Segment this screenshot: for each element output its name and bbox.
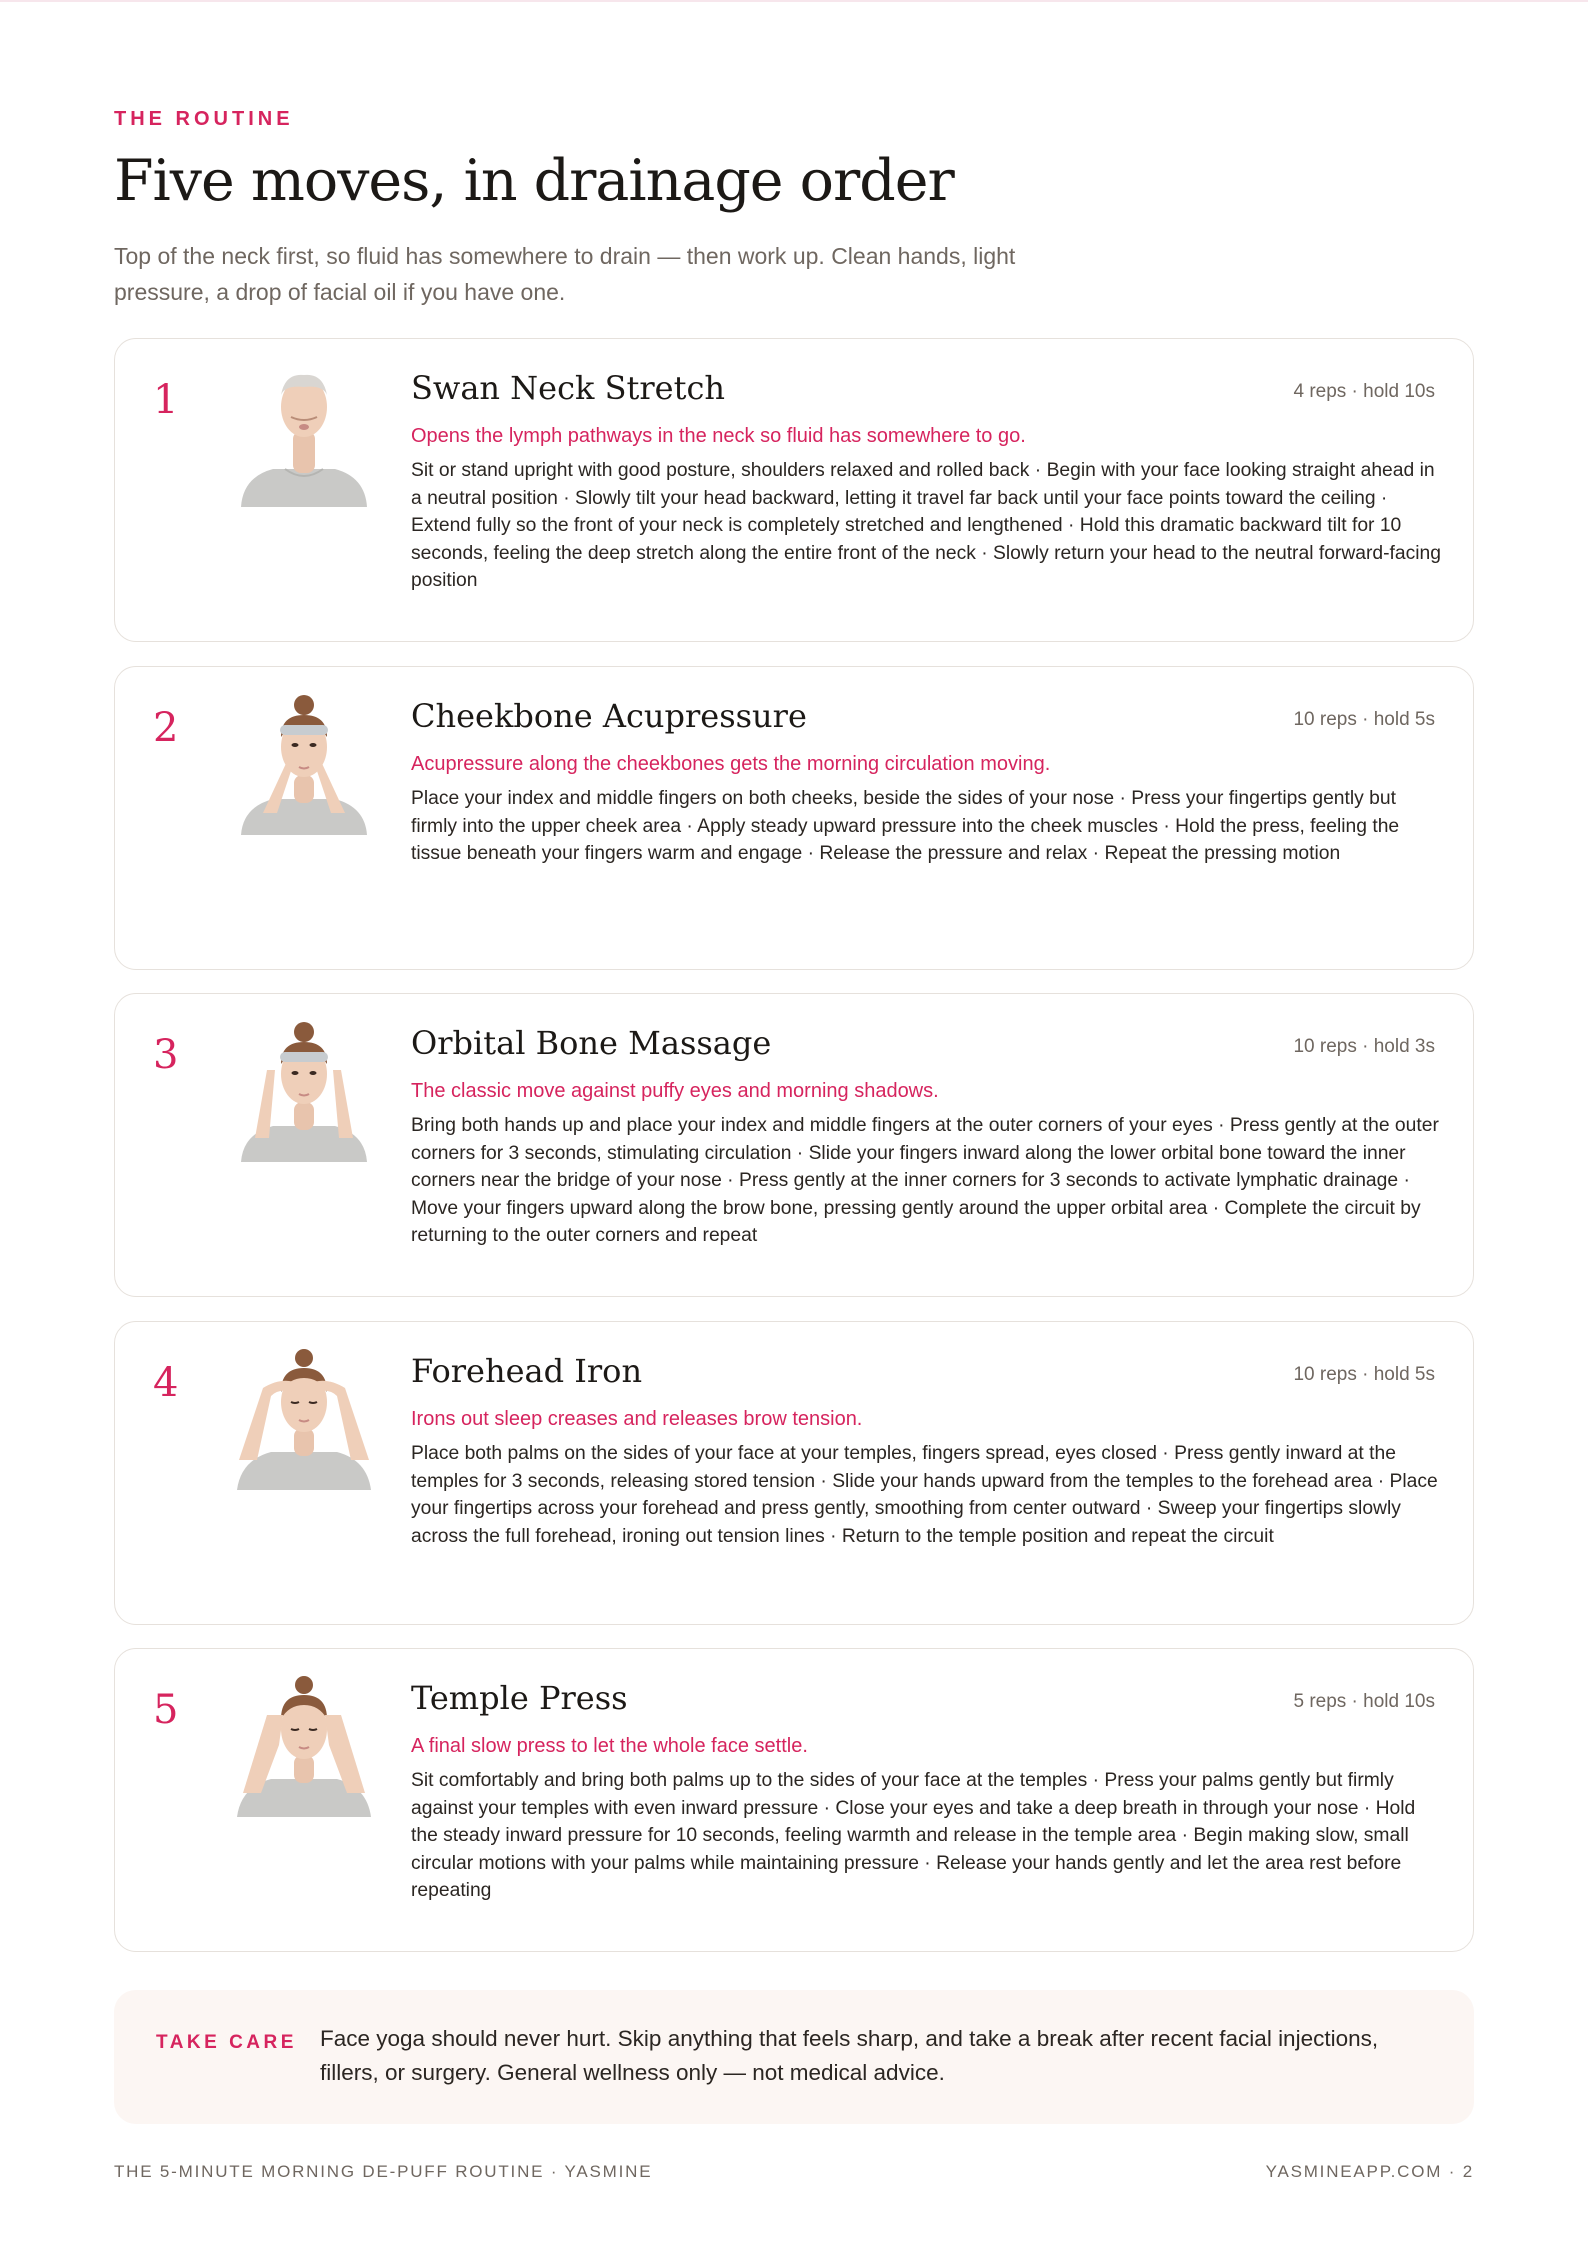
move-tagline: A final slow press to let the whole face settle. xyxy=(411,1735,808,1757)
move-tagline: Acupressure along the cheekbones gets the morning circulation moving. xyxy=(411,753,1051,775)
move-card xyxy=(114,338,1474,642)
move-steps: Sit or stand upright with good posture, shoulders relaxed and rolled back · Begin with your face looking straight ahead in a neutral position · Slowly tilt your head backward, letting it travel far back until your face points toward the ceiling · Extend fully so the front of your neck is completely stretched and lengthened · Hold this dramatic backward tilt for 10 seconds, feeling the deep stretch along the entire front of the neck · Slowly return your head to the neutral forward-facing position xyxy=(411,460,1442,591)
move-number: 2 xyxy=(153,705,179,751)
move-title: Orbital Bone Massage xyxy=(411,1024,772,1062)
move-steps: Place your index and middle fingers on both cheeks, beside the sides of your nose · Press your fingertips gently but firmly into the upper cheek area · Apply steady upward pressure into the cheek muscles · Hold the press, feeling the tissue beneath your fingers warm and engage · Release the pressure and relax · Repeat the pressing motion xyxy=(411,788,1400,864)
move-card xyxy=(114,1648,1474,1952)
section-eyebrow: THE ROUTINE xyxy=(114,108,294,130)
move-card xyxy=(114,993,1474,1297)
move-title: Forehead Iron xyxy=(411,1352,643,1390)
move-illustration-swan-neck xyxy=(233,365,375,507)
move-number: 4 xyxy=(153,1360,179,1406)
move-number: 3 xyxy=(153,1032,179,1078)
move-steps: Sit comfortably and bring both palms up to the sides of your face at the temples · Press your palms gently but firmly against your temples with even inward pressure · Close your eyes and take a deep breath in through your nose · Hold the steady inward pressure for 10 seconds, feeling warmth and release in the temple area · Begin making slow, small circular motions with your palms while maintaining pressure · Release your hands gently and let the area rest before repeating xyxy=(411,1770,1416,1901)
move-number: 1 xyxy=(153,377,179,423)
take-care-callout xyxy=(114,1990,1474,2124)
move-tagline: The classic move against puffy eyes and morning shadows. xyxy=(411,1080,939,1102)
move-reps-hold: 5 reps · hold 10s xyxy=(1293,1691,1435,1712)
footer-site-page: YASMINEAPP.COM · 2 xyxy=(1265,2162,1474,2181)
page-title: Five moves, in drainage order xyxy=(114,148,954,214)
move-steps: Place both palms on the sides of your face at your temples, fingers spread, eyes closed · Press gently inward at the temples for 3 seconds, releasing stored tension · Slide your hands upward from the temples to the forehead area · Place your fingertips across your forehead and press gently, smoothing from center outward · Sweep your fingertips slowly across the full forehead, ironing out tension lines · Return to the temple position and repeat the circuit xyxy=(411,1443,1438,1547)
move-reps-hold: 4 reps · hold 10s xyxy=(1293,381,1435,402)
move-card xyxy=(114,1321,1474,1625)
move-steps: Bring both hands up and place your index and middle fingers at the outer corners of your eyes · Press gently at the outer corners for 3 seconds, stimulating circulation · Slide your fingers inward along the lower orbital bone toward the inner corners near the bridge of your nose · Press gently at the inner corners for 3 seconds to activate lymphatic drainage · Move your fingers upward along the brow bone, pressing gently around the upper orbital area · Complete the circuit by returning to the outer corners and repeat xyxy=(411,1115,1439,1246)
move-tagline: Opens the lymph pathways in the neck so fluid has somewhere to go. xyxy=(411,425,1026,447)
top-divider xyxy=(0,0,1588,2)
intro-text: Top of the neck first, so fluid has somewhere to drain — then work up. Clean hands, light pressure, a drop of facial oil if you have one. xyxy=(114,243,1016,305)
move-reps-hold: 10 reps · hold 3s xyxy=(1293,1036,1435,1057)
move-title: Swan Neck Stretch xyxy=(411,369,725,407)
footer-title: THE 5-MINUTE MORNING DE-PUFF ROUTINE · YASMINE xyxy=(114,2162,653,2181)
move-tagline: Irons out sleep creases and releases brow tension. xyxy=(411,1408,863,1430)
move-illustration-forehead xyxy=(233,1348,375,1490)
move-reps-hold: 10 reps · hold 5s xyxy=(1293,1364,1435,1385)
take-care-label: TAKE CARE xyxy=(156,2032,297,2053)
move-title: Cheekbone Acupressure xyxy=(411,697,807,735)
move-number: 5 xyxy=(153,1687,179,1733)
move-card xyxy=(114,666,1474,970)
move-reps-hold: 10 reps · hold 5s xyxy=(1293,709,1435,730)
move-illustration-orbital xyxy=(233,1020,375,1162)
move-illustration-cheekbone xyxy=(233,693,375,835)
move-title: Temple Press xyxy=(411,1679,628,1717)
move-illustration-temple xyxy=(233,1675,375,1817)
take-care-text: Face yoga should never hurt. Skip anything that feels sharp, and take a break after recent facial injections, fillers, or surgery. General wellness only — not medical advice. xyxy=(320,2026,1379,2085)
